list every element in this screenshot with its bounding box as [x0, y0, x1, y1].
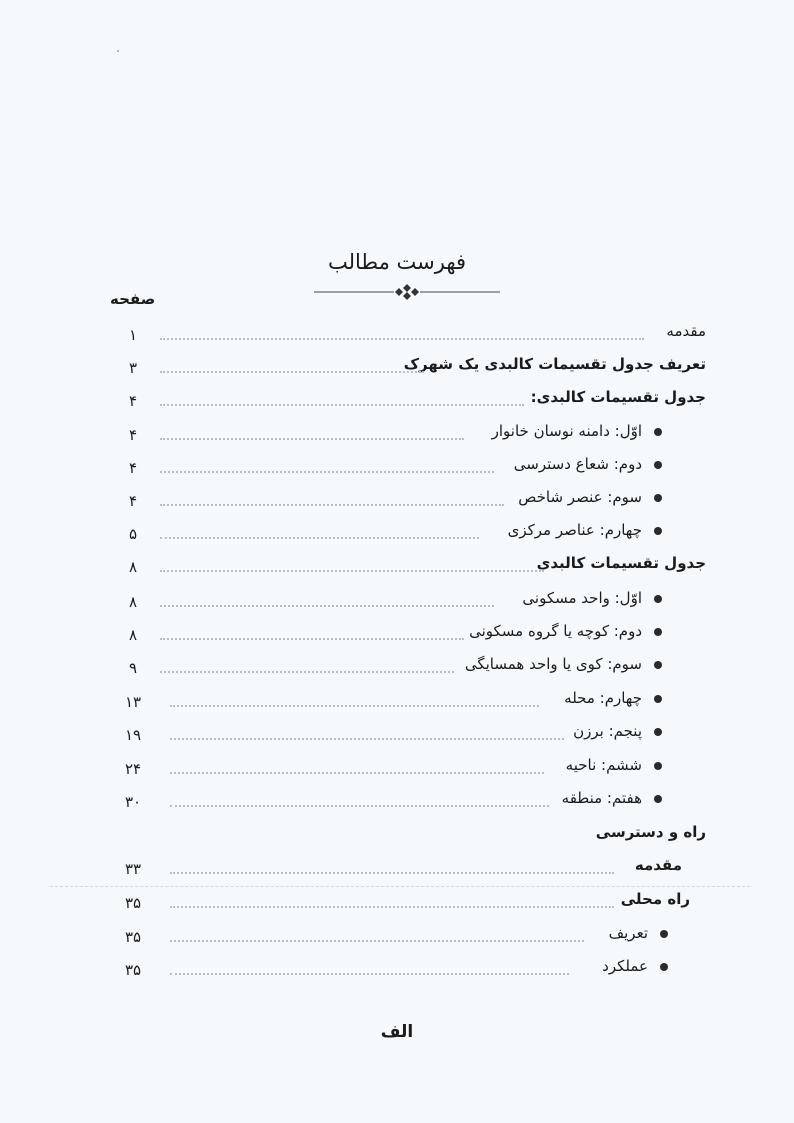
toc-entry[interactable] — [0, 720, 794, 750]
bullet-icon — [654, 494, 662, 502]
bullet-icon — [654, 795, 662, 803]
toc-entry-title: اوّل: واحد مسکونی — [522, 589, 642, 607]
toc-entry-title: تعریف — [608, 924, 648, 942]
toc-entry-page: ۸ — [128, 626, 138, 644]
toc-entry[interactable] — [0, 854, 794, 884]
toc-entry-title: سوم: کوی یا واحد همسایگی — [464, 655, 642, 673]
toc-entry-page: ۸ — [128, 593, 138, 611]
toc-entry-title: جدول تقسیمات کالبدی — [536, 554, 706, 572]
toc-entry[interactable] — [0, 386, 794, 416]
bullet-icon — [654, 595, 662, 603]
toc-entry[interactable] — [0, 320, 794, 350]
toc-entry-page: ۳۵ — [124, 961, 142, 979]
leader-dots — [170, 940, 584, 942]
bullet-icon — [660, 930, 668, 938]
toc-entry-title: مقدمه — [634, 856, 682, 874]
leader-dots — [170, 705, 539, 707]
toc-entry[interactable] — [0, 552, 794, 582]
scan-speck — [117, 50, 119, 52]
leader-dots — [170, 973, 569, 975]
toc-entry-page: ۳۵ — [124, 894, 142, 912]
toc-entry[interactable] — [0, 888, 794, 918]
toc-entry-title: دوم: شعاع دسترسی — [513, 455, 642, 473]
bullet-icon — [654, 661, 662, 669]
toc-entry[interactable] — [0, 486, 794, 516]
toc-entry[interactable] — [0, 453, 794, 483]
toc-entry-title: هفتم: منطقه — [561, 789, 642, 807]
toc-entry[interactable] — [0, 687, 794, 717]
toc-entry-title: چهارم: محله — [564, 689, 642, 707]
leader-dots — [170, 772, 544, 774]
leader-dots — [170, 738, 564, 740]
scan-artifact-line — [50, 886, 750, 887]
toc-entry[interactable] — [0, 420, 794, 450]
toc-entry-page: ۱ — [128, 326, 138, 344]
toc-entry-title: عملکرد — [602, 957, 648, 975]
toc-entry-page: ۴ — [128, 459, 138, 477]
toc-entry-title: تعریف جدول تقسیمات کالبدی یک شهرک — [403, 355, 706, 373]
leader-dots — [170, 906, 614, 908]
toc-entry-page: ۸ — [128, 558, 138, 576]
toc-entry-page: ۹ — [128, 659, 138, 677]
toc-entry-page: ۳۳ — [124, 860, 142, 878]
toc-entry-title: دوم: کوچه یا گروه مسکونی — [469, 622, 642, 640]
toc-entry-title: پنجم: برزن — [573, 722, 642, 740]
bullet-icon — [654, 762, 662, 770]
toc-section-heading[interactable] — [0, 821, 794, 851]
toc-entry-page: ۲۴ — [124, 760, 142, 778]
leader-dots — [160, 638, 464, 640]
toc-entry-page: ۴ — [128, 426, 138, 444]
leader-dots — [160, 438, 464, 440]
bullet-icon — [654, 461, 662, 469]
toc-entry-page: ۴ — [128, 492, 138, 510]
toc-entry-page: ۵ — [128, 525, 138, 543]
page-number-footer: الف — [380, 1022, 414, 1042]
leader-dots — [170, 805, 549, 807]
bullet-icon — [654, 527, 662, 535]
bullet-icon — [654, 428, 662, 436]
page-column-header: صفحه — [110, 290, 156, 308]
toc-entry-title: راه و دسترسی — [595, 823, 706, 841]
page-title: فهرست مطالب — [327, 250, 467, 274]
bullet-icon — [654, 628, 662, 636]
toc-entry[interactable] — [0, 955, 794, 985]
toc-entry-page: ۳۵ — [124, 928, 142, 946]
toc-entry[interactable] — [0, 353, 794, 383]
toc-entry-title: راه محلی — [620, 890, 690, 908]
toc-entry-page: ۱۹ — [124, 726, 142, 744]
toc-entry-title: سوم: عنصر شاخص — [518, 488, 642, 506]
toc-entry-title: ششم: ناحیه — [565, 756, 642, 774]
toc-entry-title: چهارم: عناصر مرکزی — [507, 521, 642, 539]
leader-dots — [160, 605, 494, 607]
toc-entry-page: ۳۰ — [124, 793, 142, 811]
toc-entry[interactable] — [0, 653, 794, 683]
bullet-icon — [660, 963, 668, 971]
leader-dots — [160, 504, 504, 506]
ornament-divider — [312, 282, 502, 302]
leader-dots — [170, 872, 614, 874]
toc-entry-page: ۴ — [128, 392, 138, 410]
toc-entry-title: اوّل: دامنه نوسان خانوار — [491, 422, 642, 440]
toc-entry-page: ۱۳ — [124, 693, 142, 711]
leader-dots — [160, 404, 524, 406]
leader-dots — [160, 471, 494, 473]
leader-dots — [160, 570, 544, 572]
toc-entry[interactable] — [0, 587, 794, 617]
bullet-icon — [654, 695, 662, 703]
toc-entry[interactable] — [0, 620, 794, 650]
toc-entry[interactable] — [0, 519, 794, 549]
leader-dots — [160, 338, 644, 340]
toc-entry-page: ۳ — [128, 359, 138, 377]
leader-dots — [160, 671, 454, 673]
toc-entry-title: مقدمه — [666, 322, 706, 340]
leader-dots — [160, 371, 424, 373]
toc-entry-title: جدول تقسیمات کالبدی: — [530, 388, 706, 406]
bullet-icon — [654, 728, 662, 736]
toc-entry[interactable] — [0, 922, 794, 952]
toc-entry[interactable] — [0, 787, 794, 817]
leader-dots — [160, 537, 479, 539]
toc-entry[interactable] — [0, 754, 794, 784]
